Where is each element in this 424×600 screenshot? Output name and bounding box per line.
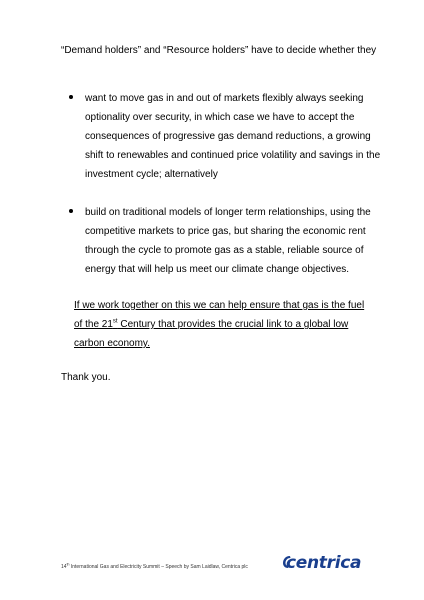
centrica-logo (282, 553, 366, 577)
bullet-list (61, 89, 381, 298)
bullet-icon (69, 95, 73, 99)
bullet-text: want to move gas in and out of markets flexibly always seeking optionality over security, in which case we have to accept the consequences of progressive gas demand reductions, a growing shift to renewables and continued price volatility and savings in the investment cycle; alternatively (85, 93, 381, 180)
bullet-text: build on traditional models of longer term relationships, using the competitive markets to price gas, but sharing the economic rent through the cycle to promote gas as a stable, reliable source of energy that will help us meet our climate change objectives. (85, 207, 371, 275)
logo-text: centrica (286, 553, 362, 573)
thanks-line: Thank you. (61, 372, 111, 383)
closing-text-start: If we work together on this we can help ensure that gas is the fuel of the 21 (74, 300, 365, 330)
closing-superscript: st (112, 318, 118, 325)
bullet-icon (69, 209, 73, 213)
bullet-item (61, 89, 381, 184)
footer-text: International Gas and Electricity Summit – Speech by Sam Laidlaw, Centrica plc (69, 564, 248, 570)
page-footer (61, 564, 248, 570)
bullet-item (61, 203, 381, 279)
footer-superscript: th (66, 562, 70, 567)
footer-number: 14 (61, 564, 67, 570)
closing-text-end: Century that provides the crucial link to a global low carbon economy. (74, 319, 349, 349)
closing-paragraph (74, 296, 374, 353)
intro-paragraph: “Demand holders” and “Resource holders” have to decide whether they (61, 45, 377, 56)
